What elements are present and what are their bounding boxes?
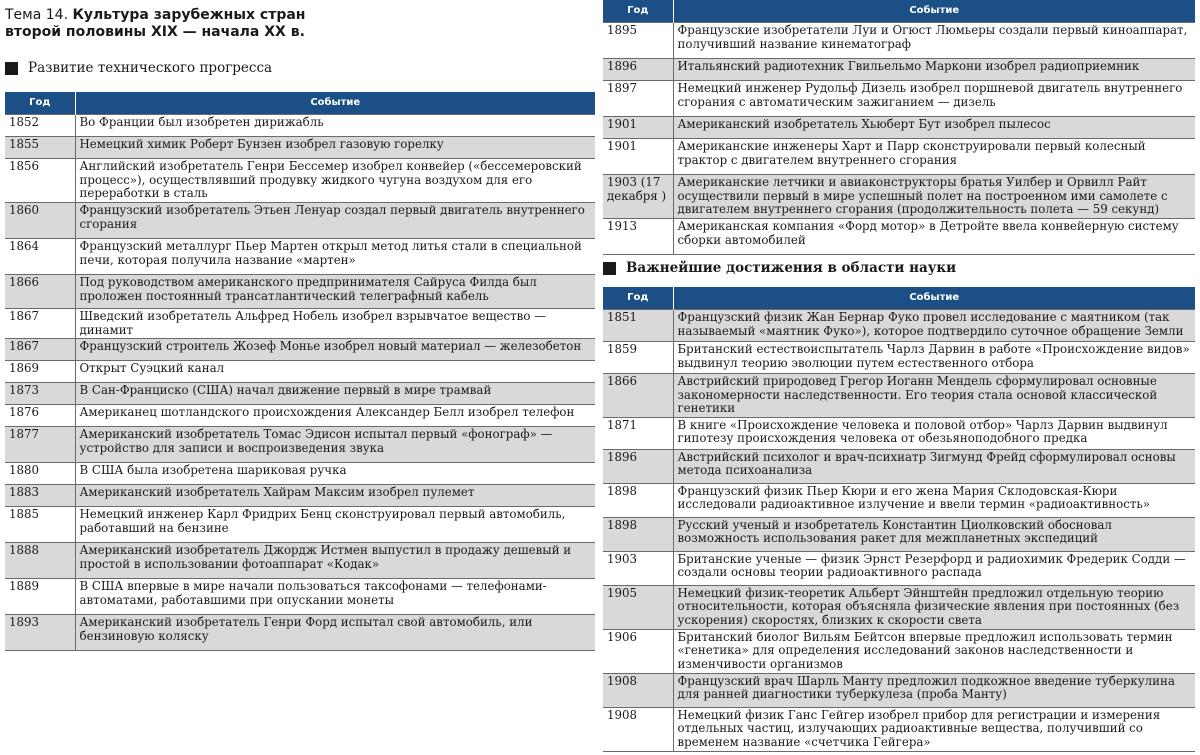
topic-number: Тема 14. [5, 7, 69, 23]
science-table [603, 287, 1195, 752]
event-cell: Французский физик Пьер Кюри и его жена Мария Склодовская-Кюри исследовали радиоактивное излучение и ввели термин «радиоактивность» [673, 483, 1195, 517]
year-cell: 1885 [5, 507, 75, 543]
section-tech-label: Развитие технического прогресса [28, 60, 273, 76]
year-cell: 1873 [5, 383, 75, 405]
event-cell: Американские инженеры Харт и Парр сконструировали первый колесный трактор с двигателем внутреннего сгорания [673, 139, 1195, 175]
year-cell: 1864 [5, 239, 75, 275]
year-cell: 1905 [603, 585, 673, 629]
event-cell: Русский ученый и изобретатель Константин Циолковский обосновал возможность использования ракет для межпланетных экспедиций [673, 517, 1195, 551]
event-cell: В США впервые в мире начали пользоваться таксофонами — телефонами-автоматами, работавшими при опускании монеты [75, 579, 595, 615]
section-tech-heading [5, 60, 272, 76]
year-cell: 1866 [5, 275, 75, 309]
event-cell: Американские летчики и авиаконструкторы братья Уилбер и Орвилл Райт осуществили первый в мире успешный полет на построенном ими самолете с двигателем внутреннего сгорания (продолжительность полета — 59 секунд) [673, 175, 1195, 219]
year-cell: 1908 [603, 673, 673, 707]
table-row [5, 159, 595, 203]
table-row [5, 615, 595, 651]
table-row [603, 374, 1195, 418]
year-cell: 1898 [603, 483, 673, 517]
year-cell: 1901 [603, 117, 673, 139]
header-event: Событие [673, 287, 1195, 310]
event-cell: Шведский изобретатель Альфред Нобель изобрел взрывчатое вещество — динамит [75, 309, 595, 339]
event-cell: Открыт Суэцкий канал [75, 361, 595, 383]
table-row [603, 139, 1195, 175]
event-cell: Французский металлург Пьер Мартен открыл метод литья стали в специальной печи, которая получила название «мартен» [75, 239, 595, 275]
event-cell: Австрийский природовед Грегор Иоганн Мендель сформулировал основные закономерности наследственности. Его теория стала основой классической генетики [673, 374, 1195, 418]
year-cell: 1855 [5, 137, 75, 159]
table-row [5, 203, 595, 239]
table-row [5, 507, 595, 543]
year-cell: 1880 [5, 463, 75, 485]
event-cell: Американский изобретатель Генри Форд испытал свой автомобиль, или бензиновую коляску [75, 615, 595, 651]
year-cell: 1896 [603, 449, 673, 483]
event-cell: Британские ученые — физик Эрнст Резерфорд и радиохимик Фредерик Содди — создали основы теории радиоактивного распада [673, 551, 1195, 585]
event-cell: Британский биолог Вильям Бейтсон впервые предложил использовать термин «генетика» для определения исследований законов наследственности и изменчивости организмов [673, 629, 1195, 673]
year-cell: 1893 [5, 615, 75, 651]
event-cell: Немецкий инженер Рудольф Дизель изобрел поршневой двигатель внутреннего сгорания с автоматическим зажиганием — дизель [673, 81, 1195, 117]
event-cell: В Сан-Франциско (США) начал движение первый в мире трамвай [75, 383, 595, 405]
topic-title-line2: второй половины XIX — начала XX в. [5, 24, 305, 40]
year-cell: 1889 [5, 579, 75, 615]
event-cell: Американский изобретатель Джордж Истмен выпустил в продажу дешевый и простой в использовании фотоаппарат «Кодак» [75, 543, 595, 579]
table-row [603, 673, 1195, 707]
year-cell: 1859 [603, 342, 673, 374]
year-cell: 1897 [603, 81, 673, 117]
section-science-heading [603, 260, 956, 276]
event-cell: В книге «Происхождение человека и половой отбор» Чарлз Дарвин выдвинул гипотезу происхождения человека от обезьяноподобного предка [673, 417, 1195, 449]
table-row [603, 517, 1195, 551]
table-row [603, 342, 1195, 374]
table-row [5, 427, 595, 463]
event-cell: В США была изобретена шариковая ручка [75, 463, 595, 485]
table-row [603, 310, 1195, 342]
table-row [5, 405, 595, 427]
event-cell: Немецкий химик Роберт Бунзен изобрел газовую горелку [75, 137, 595, 159]
table-row [603, 449, 1195, 483]
year-cell: 1901 [603, 139, 673, 175]
table-row [603, 551, 1195, 585]
year-cell: 1895 [603, 23, 673, 59]
table-row [5, 137, 595, 159]
tech-right-body [603, 23, 1195, 255]
year-cell: 1856 [5, 159, 75, 203]
header-year: Год [5, 92, 75, 115]
event-cell: Английский изобретатель Генри Бессемер изобрел конвейер («бессемеровский процесс»), осуществлявший продувку жидкого чугуна воздухом для его переработки в сталь [75, 159, 595, 203]
table-row [5, 275, 595, 309]
tech-table-right [603, 0, 1195, 255]
table-row [5, 485, 595, 507]
year-cell: 1867 [5, 309, 75, 339]
table-row [5, 309, 595, 339]
table-row [603, 59, 1195, 81]
event-cell: Американский изобретатель Томас Эдисон испытал первый «фонограф» — устройство для записи и воспроизведения звука [75, 427, 595, 463]
table-row [603, 81, 1195, 117]
table-row [5, 239, 595, 275]
year-cell: 1883 [5, 485, 75, 507]
year-cell: 1888 [5, 543, 75, 579]
table-row [603, 417, 1195, 449]
event-cell: Американский изобретатель Хайрам Максим изобрел пулемет [75, 485, 595, 507]
event-cell: Немецкий физик-теоретик Альберт Эйнштейн предложил отдельную теорию относительности, которая объясняла физические явления при постоянных (без ускорения) скоростях, близких к скорости света [673, 585, 1195, 629]
year-cell: 1877 [5, 427, 75, 463]
year-cell: 1869 [5, 361, 75, 383]
event-cell: Французский изобретатель Этьен Ленуар создал первый двигатель внутреннего сгорания [75, 203, 595, 239]
topic-title-line1: Культура зарубежных стран [72, 7, 306, 23]
year-cell: 1898 [603, 517, 673, 551]
year-cell: 1876 [5, 405, 75, 427]
event-cell: Французский физик Жан Бернар Фуко провел исследование с маятником (так называемый «маятник Фуко»), которое подтвердило суточное обращение Земли [673, 310, 1195, 342]
year-cell: 1908 [603, 707, 673, 751]
year-cell: 1896 [603, 59, 673, 81]
bullet-square-icon [5, 62, 18, 75]
year-cell: 1867 [5, 339, 75, 361]
table-row [603, 629, 1195, 673]
table-row [603, 585, 1195, 629]
table-row [5, 579, 595, 615]
event-cell: Во Франции был изобретен дирижабль [75, 115, 595, 137]
table-row [5, 383, 595, 405]
year-cell: 1866 [603, 374, 673, 418]
year-cell: 1860 [5, 203, 75, 239]
table-row [5, 543, 595, 579]
section-science-label: Важнейшие достижения в области науки [626, 260, 957, 276]
bullet-square-icon [603, 262, 616, 275]
event-cell: Австрийский психолог и врач-психиатр Зигмунд Фрейд сформулировал основы метода психоанализа [673, 449, 1195, 483]
tech-table-left [5, 92, 595, 651]
event-cell: Итальянский радиотехник Гвильельмо Маркони изобрел радиоприемник [673, 59, 1195, 81]
event-cell: Американский изобретатель Хьюберт Бут изобрел пылесос [673, 117, 1195, 139]
table-row [603, 23, 1195, 59]
year-cell: 1903 [603, 551, 673, 585]
event-cell: Французские изобретатели Луи и Огюст Люмьеры создали первый киноаппарат, получивший название кинематограф [673, 23, 1195, 59]
tech-left-body [5, 115, 595, 651]
header-event: Событие [673, 0, 1195, 23]
table-row [603, 117, 1195, 139]
event-cell: Американская компания «Форд мотор» в Детройте ввела конвейерную систему сборки автомобилей [673, 219, 1195, 255]
year-cell: 1871 [603, 417, 673, 449]
year-cell: 1913 [603, 219, 673, 255]
year-cell: 1903 (17 декабря ) [603, 175, 673, 219]
header-year: Год [603, 287, 673, 310]
year-cell: 1852 [5, 115, 75, 137]
table-row [5, 339, 595, 361]
header-year: Год [603, 0, 673, 23]
table-row [5, 361, 595, 383]
event-cell: Американец шотландского происхождения Александер Белл изобрел телефон [75, 405, 595, 427]
table-row [603, 175, 1195, 219]
year-cell: 1906 [603, 629, 673, 673]
event-cell: Под руководством американского предпринимателя Сайруса Филда был проложен постоянный трансатлантический телеграфный кабель [75, 275, 595, 309]
topic-title [5, 7, 305, 41]
event-cell: Немецкий инженер Карл Фридрих Бенц сконструировал первый автомобиль, работавший на бензине [75, 507, 595, 543]
table-row [603, 219, 1195, 255]
year-cell: 1851 [603, 310, 673, 342]
table-row [5, 115, 595, 137]
header-event: Событие [75, 92, 595, 115]
event-cell: Немецкий физик Ганс Гейгер изобрел прибор для регистрации и измерения отдельных частиц, излучающих радиоактивные вещества, получивший со временем название «счетчика Гейгера» [673, 707, 1195, 751]
table-row [603, 483, 1195, 517]
table-row [603, 707, 1195, 751]
event-cell: Французский врач Шарль Манту предложил подкожное введение туберкулина для ранней диагностики туберкулеза (проба Манту) [673, 673, 1195, 707]
table-row [5, 463, 595, 485]
science-body [603, 310, 1195, 752]
event-cell: Британский естествоиспытатель Чарлз Дарвин в работе «Происхождение видов» выдвинул теорию эволюции путем естественного отбора [673, 342, 1195, 374]
event-cell: Французский строитель Жозеф Монье изобрел новый материал — железобетон [75, 339, 595, 361]
